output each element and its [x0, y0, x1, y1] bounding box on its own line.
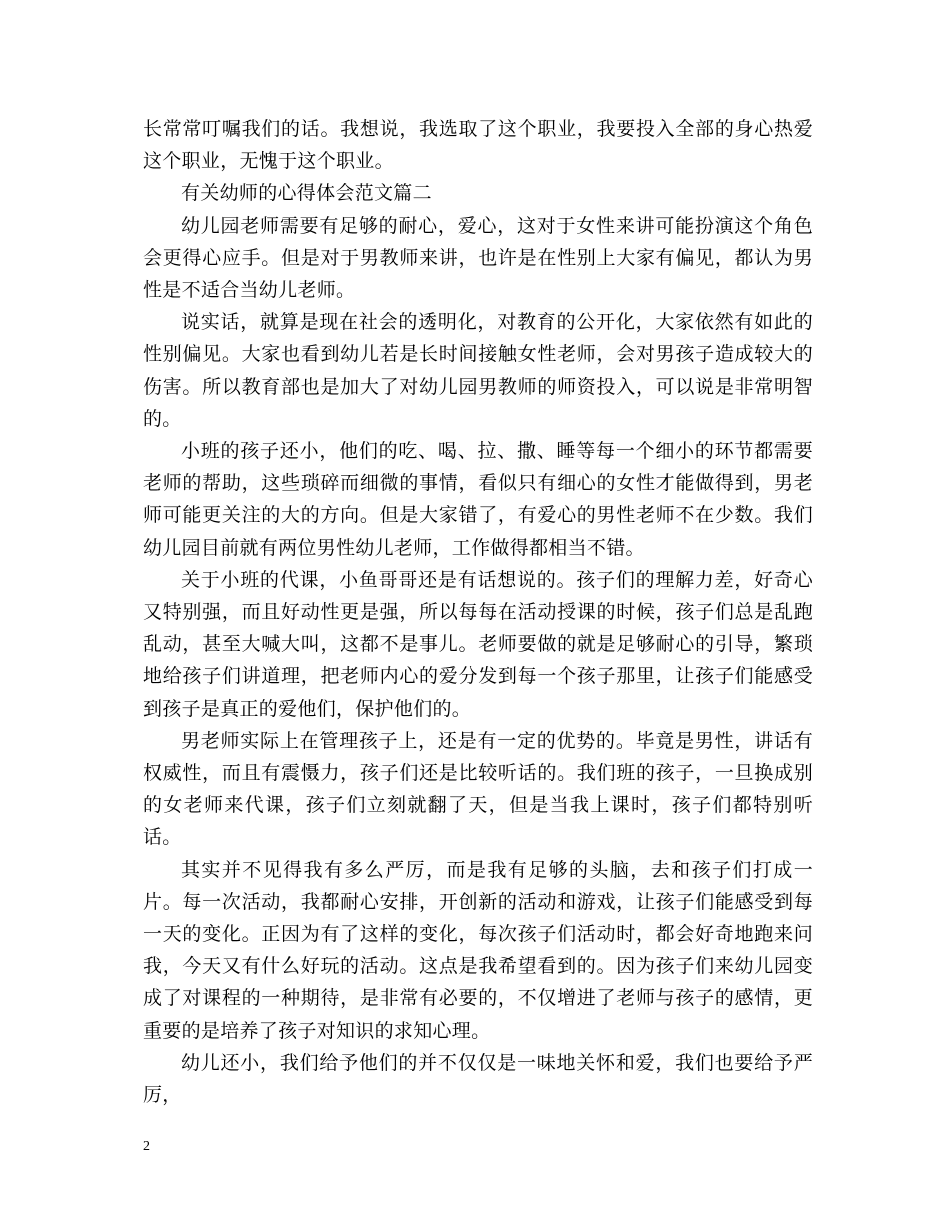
paragraph: 小班的孩子还小，他们的吃、喝、拉、撒、睡等每一个细小的环节都需要老师的帮助，这些琐碎而细微的事情，看似只有细心的女性才能做得到，男老师可能更关注的大的方向。但是大家错了，有爱心的男性老师不在少数。我们幼儿园目前就有两位男性幼儿老师，工作做得都相当不错。 — [143, 440, 813, 559]
page-number: 2 — [143, 1139, 150, 1154]
paragraph: 幼儿园老师需要有足够的耐心，爱心，这对于女性来讲可能扮演这个角色会更得心应手。但是对于男教师来讲，也许是在性别上大家有偏见，都认为男性是不适合当幼儿老师。 — [143, 214, 813, 302]
paragraph: 长常常叮嘱我们的话。我想说，我选取了这个职业，我要投入全部的身心热爱这个职业，无愧于这个职业。 — [143, 118, 813, 173]
paragraph: 其实并不见得我有多么严厉，而是我有足够的头脑，去和孩子们打成一片。每一次活动，我都耐心安排，开创新的活动和游戏，让孩子们能感受到每一天的变化。正因为有了这样的变化，每次孩子们活动时，都会好奇地跑来问我，今天又有什么好玩的活动。这点是我希望看到的。因为孩子们来幼儿园变成了对课程的一种期待，是非常有必要的，不仅增进了老师与孩子的感情，更重要的是培养了孩子对知识的求知心理。 — [143, 858, 813, 1042]
section-heading: 有关幼师的心得体会范文篇二 — [181, 182, 432, 205]
body-text — [143, 113, 813, 1111]
paragraph: 关于小班的代课，小鱼哥哥还是有话想说的。孩子们的理解力差，好奇心又特别强，而且好动性更是强，所以每每在活动授课的时候，孩子们总是乱跑乱动，甚至大喊大叫，这都不是事儿。老师要做的就是足够耐心的引导，繁琐地给孩子们讲道理，把老师内心的爱分发到每一个孩子那里，让孩子们能感受到孩子是真正的爱他们，保护他们的。 — [143, 568, 813, 720]
paragraph: 说实话，就算是现在社会的透明化，对教育的公开化，大家依然有如此的性别偏见。大家也看到幼儿若是长时间接触女性老师，会对男孩子造成较大的伤害。所以教育部也是加大了对幼儿园男教师的师资投入，可以说是非常明智的。 — [143, 311, 813, 430]
paragraph: 男老师实际上在管理孩子上，还是有一定的优势的。毕竟是男性，讲话有权威性，而且有震慑力，孩子们还是比较听话的。我们班的孩子，一旦换成别的女老师来代课，孩子们立刻就翻了天，但是当我上课时，孩子们都特别听话。 — [143, 729, 813, 849]
paragraph: 幼儿还小，我们给予他们的并不仅仅是一味地关怀和爱，我们也要给予严厉， — [143, 1051, 813, 1107]
